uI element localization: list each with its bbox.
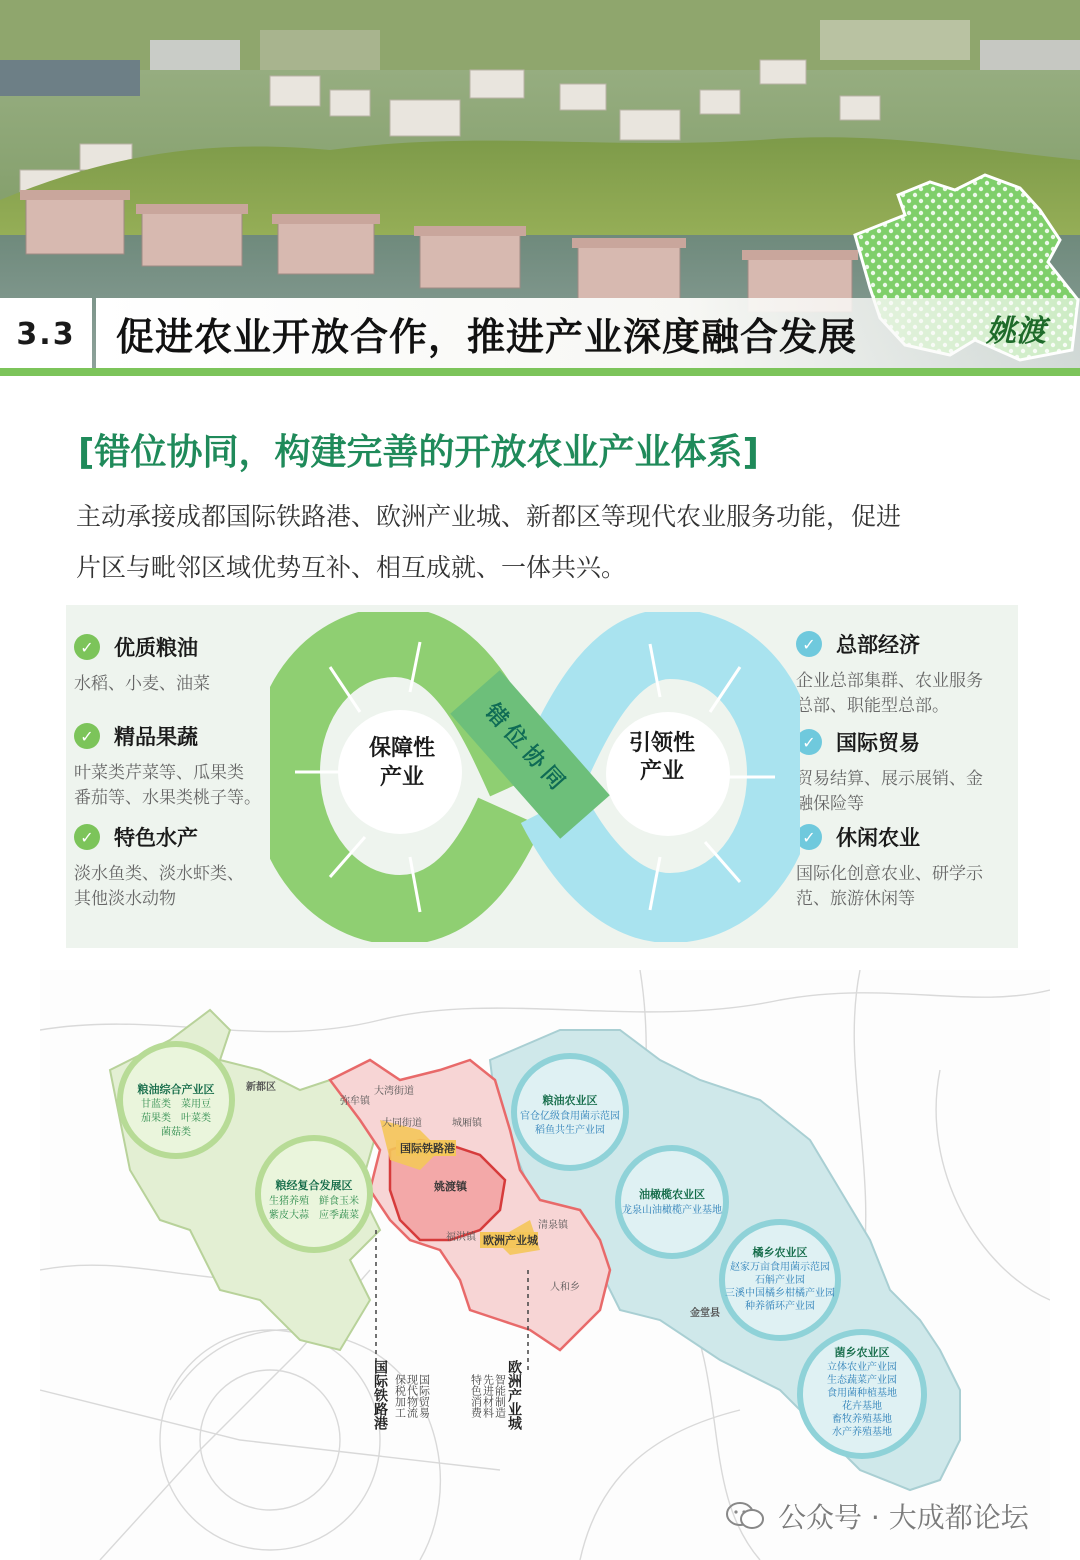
- check-icon: ✓: [796, 631, 822, 657]
- watermark: [726, 1496, 1029, 1536]
- zone-4-title: 油橄榄农业区: [639, 1188, 705, 1201]
- check-icon: ✓: [796, 729, 822, 755]
- label-fuxing: 福洪镇: [446, 1232, 476, 1243]
- label-chengxiang: 城厢镇: [452, 1118, 482, 1129]
- zone-5-line-3: 三溪中国橘乡柑橘产业园: [725, 1288, 835, 1299]
- right-item-3-text-1: 国际化创意农业、研学示: [796, 864, 983, 884]
- left-item-2-text-1: 叶菜类芹菜等、瓜果类: [74, 763, 244, 783]
- right-core-label-2: 产业: [639, 759, 685, 784]
- section-title: 促进农业开放合作，推进产业深度融合发展: [116, 315, 858, 359]
- section-banner: [0, 298, 1080, 370]
- label-renhe: 人和乡: [550, 1282, 580, 1293]
- zone-circle-6: [800, 1332, 924, 1456]
- zone-1-line-3: 菌菇类: [161, 1127, 191, 1138]
- zone-3-line-1: 官仓亿级食用菌示范园: [520, 1111, 620, 1122]
- wechat-icon: [726, 1501, 764, 1531]
- right-core-label-1: 引领性: [628, 731, 696, 756]
- left-item-1-text: 水稻、小麦、油菜: [74, 674, 210, 694]
- zone-5-line-4: 种养循环产业园: [745, 1301, 815, 1312]
- zone-circle-5: [722, 1222, 838, 1338]
- left-item-2-text-2: 番茄等、水果类桃子等。: [74, 788, 261, 808]
- label-datong: 大同街道: [382, 1118, 422, 1129]
- port-vertical-title: 国际铁路港: [372, 1360, 388, 1430]
- euro-vertical-item-2: 先进材料: [481, 1374, 495, 1418]
- zone-2-line-1: 生猪养殖 鲜食玉米: [269, 1196, 359, 1207]
- label-mizhen: 弥牟镇: [340, 1096, 370, 1107]
- intro-line-1: 主动承接成都国际铁路港、欧洲产业城、新都区等现代农业服务功能，促进: [76, 502, 902, 531]
- zone-1-line-2: 茄果类 叶菜类: [141, 1113, 211, 1124]
- label-port: 国际铁路港: [400, 1142, 455, 1155]
- right-item-1: [796, 629, 983, 719]
- zone-6-line-2: 生态蔬菜产业园: [827, 1375, 897, 1386]
- zone-2-title: 粮经复合发展区: [275, 1179, 353, 1192]
- right-item-3-title: 休闲农业: [836, 826, 920, 850]
- subheading: [错位协同，构建完善的开放农业产业体系]: [78, 432, 759, 473]
- left-item-2: [74, 721, 261, 811]
- zone-6-title: 菌乡农业区: [834, 1346, 890, 1359]
- left-core-label-1: 保障性: [368, 736, 436, 761]
- zone-3-title: 粮油农业区: [542, 1094, 598, 1107]
- zone-circle-4: [618, 1148, 726, 1256]
- port-vertical-item-3: 国际贸易: [417, 1374, 431, 1418]
- zone-6-line-4: 花卉基地: [842, 1401, 882, 1412]
- label-jintang: 金堂县: [690, 1308, 720, 1319]
- left-item-3: [74, 822, 244, 912]
- check-icon: ✓: [74, 824, 100, 850]
- zone-1-line-1: 甘蓝类 菜用豆: [141, 1099, 211, 1110]
- left-item-3-text-2: 其他淡水动物: [74, 889, 176, 909]
- label-yaodu: 姚渡镇: [434, 1180, 467, 1193]
- zone-2-line-2: 紫皮大蒜 应季蔬菜: [269, 1210, 359, 1221]
- section-number: 3.3: [0, 298, 92, 370]
- right-item-2: [796, 727, 983, 817]
- left-item-2-title: 精品果蔬: [114, 725, 198, 749]
- left-core-label-2: 产业: [379, 765, 425, 790]
- left-item-1: [74, 632, 210, 697]
- label-qingquan: 清泉镇: [538, 1220, 568, 1231]
- left-item-1-title: 优质粮油: [114, 636, 198, 660]
- infinity-diagram: [270, 612, 800, 942]
- zone-5-line-2: 石斛产业园: [755, 1275, 805, 1286]
- right-item-3: [796, 822, 983, 912]
- right-item-3-text-2: 范、旅游休闲等: [796, 889, 915, 909]
- euro-vertical-item-1: 智能制造: [493, 1374, 507, 1418]
- check-icon: ✓: [74, 634, 100, 660]
- label-xindu: 新都区: [246, 1082, 276, 1093]
- watermark-text: 公众号 · 大成都论坛: [778, 1501, 1029, 1534]
- port-vertical-item-1: 保税加工: [393, 1374, 407, 1418]
- center-label: 错位协同: [479, 699, 574, 800]
- zone-3-line-2: 稻鱼共生产业园: [535, 1125, 605, 1136]
- zone-circle-2: [258, 1138, 370, 1250]
- zone-4-line-1: 龙泉山油橄榄产业基地: [622, 1205, 722, 1216]
- banner-underline: [0, 368, 1080, 376]
- euro-vertical-title: 欧洲产业城: [506, 1360, 522, 1430]
- zone-6-line-3: 食用菌种植基地: [827, 1388, 897, 1399]
- left-item-3-title: 特色水产: [114, 826, 198, 850]
- port-vertical-item-2: 现代物流: [405, 1374, 419, 1418]
- right-item-1-text-1: 企业总部集群、农业服务: [796, 671, 983, 691]
- right-item-1-title: 总部经济: [836, 633, 920, 657]
- place-signature: 姚渡: [986, 314, 1046, 349]
- label-datong-street: 大湾街道: [374, 1086, 414, 1097]
- zone-6-line-6: 水产养殖基地: [832, 1427, 892, 1438]
- right-item-2-text-1: 贸易结算、展示展销、金: [796, 769, 983, 789]
- zone-6-line-5: 畜牧养殖基地: [832, 1414, 892, 1425]
- right-item-2-text-2: 融保险等: [796, 794, 864, 814]
- right-item-1-text-2: 总部、职能型总部。: [796, 696, 949, 716]
- label-euro: 欧洲产业城: [483, 1234, 538, 1247]
- regional-map: [40, 970, 1050, 1560]
- zone-6-line-1: 立体农业产业园: [827, 1362, 897, 1373]
- euro-vertical-item-3: 特色消费: [469, 1374, 483, 1418]
- zone-5-line-1: 赵家万亩食用菌示范园: [730, 1262, 830, 1273]
- zone-circle-1: [120, 1044, 232, 1156]
- zone-circle-3: [514, 1056, 626, 1168]
- left-item-3-text-1: 淡水鱼类、淡水虾类、: [74, 864, 244, 884]
- check-icon: ✓: [796, 824, 822, 850]
- intro-line-2: 片区与毗邻区域优势互补、相互成就、一体共兴。: [76, 553, 627, 582]
- check-icon: ✓: [74, 723, 100, 749]
- zone-5-title: 橘乡农业区: [752, 1246, 808, 1259]
- zone-1-title: 粮油综合产业区: [137, 1083, 215, 1096]
- right-item-2-title: 国际贸易: [836, 731, 920, 755]
